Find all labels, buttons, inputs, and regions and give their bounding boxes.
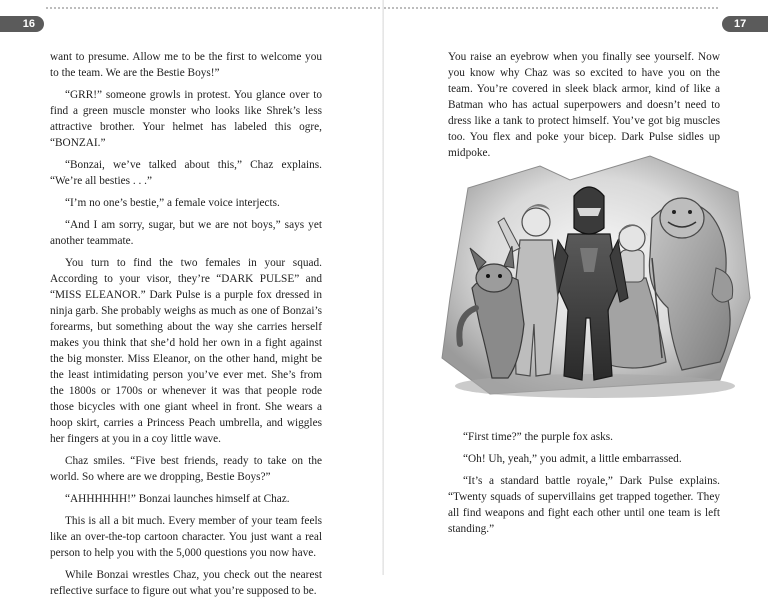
paragraph: You turn to find the two females in your squad. According to your visor, they’re “DARK PULSE” and “MISS ELEANOR.” Dark Pulse is a purple fox dressed in ninja garb. She probably weighs as much as one of Bonzai’s forearms, but something about the way she carries herself makes you think that she’d hold her own in a fight against the big monster. Miss Eleanor, on the other hand, might be the least intimidating person you’ve ever met. She’s from the 1800s or 1700s or whenever it was that people rode those bicycles with one giant wheel in front. She wears a hoop skirt, carries a Princess Peach umbrella, and wiggles her fingers at you in a coy little wave. [50, 257, 323, 445]
page-number: 17 [734, 18, 747, 30]
paragraph: While Bonzai wrestles Chaz, you check out the nearest reflective surface to figure out what you’re supposed to be. [50, 569, 322, 597]
right-page-body-bottom [448, 429, 720, 543]
paragraph: “I’m no one’s bestie,” a female voice interjects. [65, 197, 280, 209]
header-rule [384, 7, 720, 9]
paragraph: “And I am sorry, sugar, but we are not boys,” says yet another teammate. [50, 219, 322, 247]
squad-illustration [420, 148, 760, 404]
left-page-body [50, 49, 322, 605]
right-page-header [722, 16, 768, 32]
paragraph: “Oh! Uh, yeah,” you admit, a little embarrassed. [463, 453, 682, 465]
paragraph: “GRR!” someone growls in protest. You glance over to find a green muscle monster who looks like Shrek’s less attractive brother. Your helmet has labeled this ogre, “BONZAI.” [50, 89, 322, 149]
squad-illustration-icon [420, 148, 760, 404]
paragraph: “AHHHHHH!” Bonzai launches himself at Chaz. [65, 493, 290, 505]
left-page-header [0, 16, 44, 32]
paragraph: This is all a bit much. Every member of your team feels like an over-the-top cartoon character. You just want a real person to help you with the 5,000 questions you now have. [50, 515, 322, 559]
page-number: 16 [22, 18, 35, 30]
paragraph: “First time?” the purple fox asks. [463, 431, 613, 443]
paragraph: “It’s a standard battle royale,” Dark Pulse explains. “Twenty squads of supervillains get trapped together. They all find weapons and fight each other until one team is left standing.” [448, 475, 720, 535]
paragraph: Chaz smiles. “Five best friends, ready to take on the world. So where are we dropping, Bestie Boys?” [50, 455, 322, 483]
right-page [384, 0, 768, 575]
header-rule [46, 7, 382, 9]
left-page [0, 0, 384, 597]
paragraph: want to presume. Allow me to be the first to welcome you to the team. We are the Bestie Boys!” [50, 51, 322, 79]
paragraph: You raise an eyebrow when you finally see yourself. Now you know why Chaz was so excited to have you on the team. You’re covered in sleek black armor, kind of like a Batman who has actual superpowers and doesn’t need to dress like a tank to protect himself. You’ve got big muscles too. You flex and poke your bicep. Dark Pulse sidles up midpoke. [448, 51, 720, 159]
paragraph: “Bonzai, we’ve talked about this,” Chaz explains. “We’re all besties . . .” [50, 159, 322, 187]
